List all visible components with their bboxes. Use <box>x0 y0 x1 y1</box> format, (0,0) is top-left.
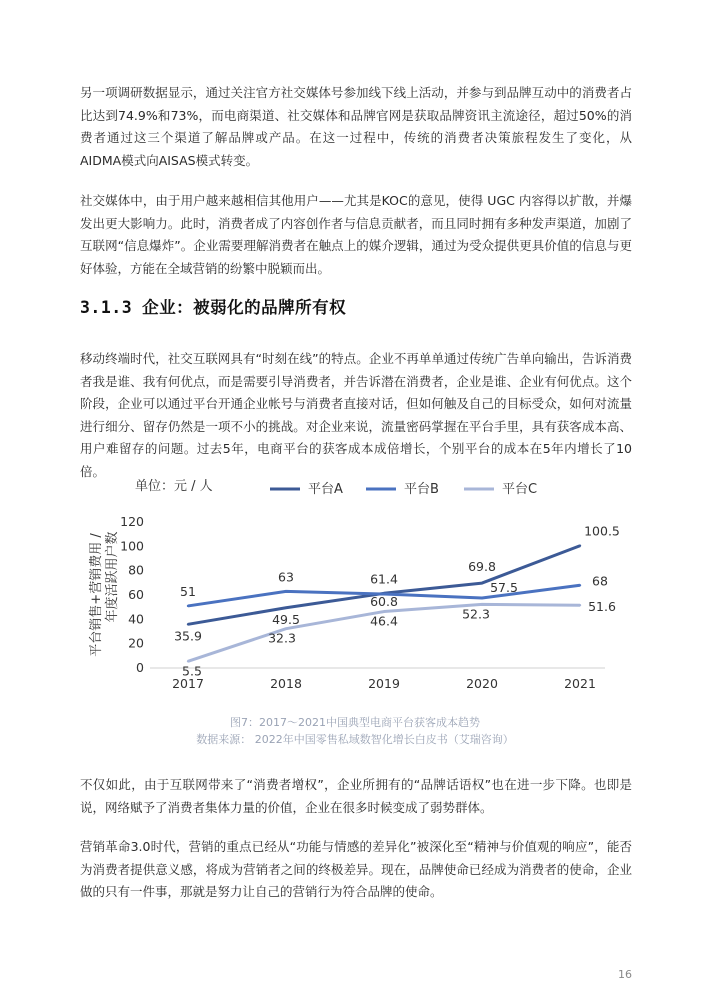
x-tick-label-2017: 2017 <box>172 676 204 691</box>
data-label-2-3: 52.3 <box>462 606 490 622</box>
acquisition-cost-chart <box>80 468 640 708</box>
data-point-2-3 <box>481 603 483 605</box>
y-axis-label: 平台销售+营销费用 / <box>89 533 104 657</box>
data-label-0-1: 49.5 <box>272 611 300 627</box>
data-point-0-0 <box>187 623 189 625</box>
data-point-2-2 <box>383 610 385 612</box>
legend-label-0: 平台A <box>308 482 343 497</box>
data-label-1-4: 68 <box>592 573 608 589</box>
y-tick-label-0: 0 <box>136 660 144 675</box>
paragraph-mobile-era: 移动终端时代，社交互联网具有“时刻在线”的特点。企业不再单单通过传统广告单向输出，告诉消费者我是谁、我有何优点，而是需要引导消费者，并告诉潜在消费者，企业是谁、企业有何优点。这个阶段，企业可以通过平台开通企业帐号与消费者直接对话，但如何触及自己的目标受众，如何对流量进行细分、留存仍然是一项不小的挑战。对企业来说，流量密码掌握在平台手里，具有获客成本高、用户难留存的问题。过去5年，电商平台的获客成本成倍增长，个别平台的成本在5年内增长了10倍。 <box>80 351 632 479</box>
data-point-1-4 <box>579 584 581 586</box>
x-tick-label-2018: 2018 <box>270 676 302 691</box>
data-label-0-4: 100.5 <box>584 523 620 539</box>
paragraph-aisas: 另一项调研数据显示，通过关注官方社交媒体号参加线下线上活动，并参与到品牌互动中的消费者占比达到74.9%和73%，而电商渠道、社交媒体和品牌官网是获取品牌资讯主流途径，超过50%的消费者通过这三个渠道了解品牌或产品。在这一过程中，传统的消费者决策旅程发生了变化，从AIDMA模式向AISAS模式转变。 <box>80 85 632 168</box>
paragraph-marketing-3: 营销革命3.0时代，营销的重点已经从“功能与情感的差异化”被深化至“精神与价值观的响应”，能否为消费者提供意义感，将成为营销者之间的终极差异。现在，品牌使命已经成为消费者的使命，企业做的只有一件事，那就是努力让自己的营销行为符合品牌的使命。 <box>80 839 632 899</box>
y-tick-label-60: 60 <box>128 587 144 602</box>
data-point-0-1 <box>285 607 287 609</box>
data-point-0-4 <box>579 545 581 547</box>
section-number: 3.1.3 <box>80 298 133 317</box>
page-number: 16 <box>618 968 632 981</box>
data-label-1-3: 57.5 <box>490 580 518 596</box>
section-heading <box>80 294 346 318</box>
legend-label-2: 平台C <box>502 482 538 497</box>
data-point-2-4 <box>579 604 581 606</box>
data-point-2-1 <box>285 628 287 630</box>
y-tick-label-20: 20 <box>128 635 144 651</box>
data-label-0-3: 69.8 <box>468 559 496 575</box>
x-tick-label-2019: 2019 <box>368 676 400 691</box>
data-label-2-1: 32.3 <box>268 630 296 646</box>
figure-caption: 图7：2017～2021中国典型电商平台获客成本趋势 <box>230 716 480 729</box>
unit-label: 单位：元 / 人 <box>135 479 213 494</box>
legend-label-1: 平台B <box>404 482 439 497</box>
paragraph-social-media: 社交媒体中，由于用户越来越相信其他用户——尤其是KOC的意见，使得 UGC 内容得以扩散，并爆发出更大影响力。此时，消费者成了内容创作者与信息贡献者，而且同时拥有多种发声渠道，加剧了互联网“信息爆炸”。企业需要理解消费者在触点上的媒介逻辑，通过为受众提供更具价值的信息与更好体验，方能在全域营销的纷繁中脱颖而出。 <box>80 193 632 276</box>
data-label-2-4: 51.6 <box>588 599 616 615</box>
data-label-0-2: 61.4 <box>370 571 398 587</box>
data-label-2-0: 5.5 <box>182 663 202 679</box>
data-point-1-0 <box>187 605 189 607</box>
y-tick-label-80: 80 <box>128 562 144 578</box>
data-point-2-0 <box>187 660 189 662</box>
data-label-1-1: 63 <box>278 569 294 585</box>
data-point-0-3 <box>481 582 483 584</box>
data-point-1-1 <box>285 590 287 592</box>
y-axis-label-line2: 年度活跃用户数 <box>105 531 120 623</box>
figure-source: 数据来源： 2022年中国零售私域数智化增长白皮书（艾瑞咨询） <box>196 733 514 746</box>
y-tick-label-40: 40 <box>128 611 144 627</box>
x-tick-label-2020: 2020 <box>466 676 498 691</box>
data-point-1-3 <box>481 597 483 599</box>
section-title: 企业：被弱化的品牌所有权 <box>142 298 347 317</box>
data-label-2-2: 46.4 <box>370 613 398 629</box>
y-tick-label-120: 120 <box>120 514 144 529</box>
data-label-1-2: 60.8 <box>370 594 398 610</box>
data-label-0-0: 35.9 <box>174 628 202 644</box>
paragraph-consumer-empowerment: 不仅如此，由于互联网带来了“消费者增权”，企业所拥有的“品牌话语权”也在进一步下降。也即是说，网络赋予了消费者集体力量的价值，企业在很多时候变成了弱势群体。 <box>80 777 632 815</box>
data-label-1-0: 51 <box>180 583 196 599</box>
y-tick-label-100: 100 <box>120 538 144 554</box>
x-tick-label-2021: 2021 <box>564 676 596 691</box>
